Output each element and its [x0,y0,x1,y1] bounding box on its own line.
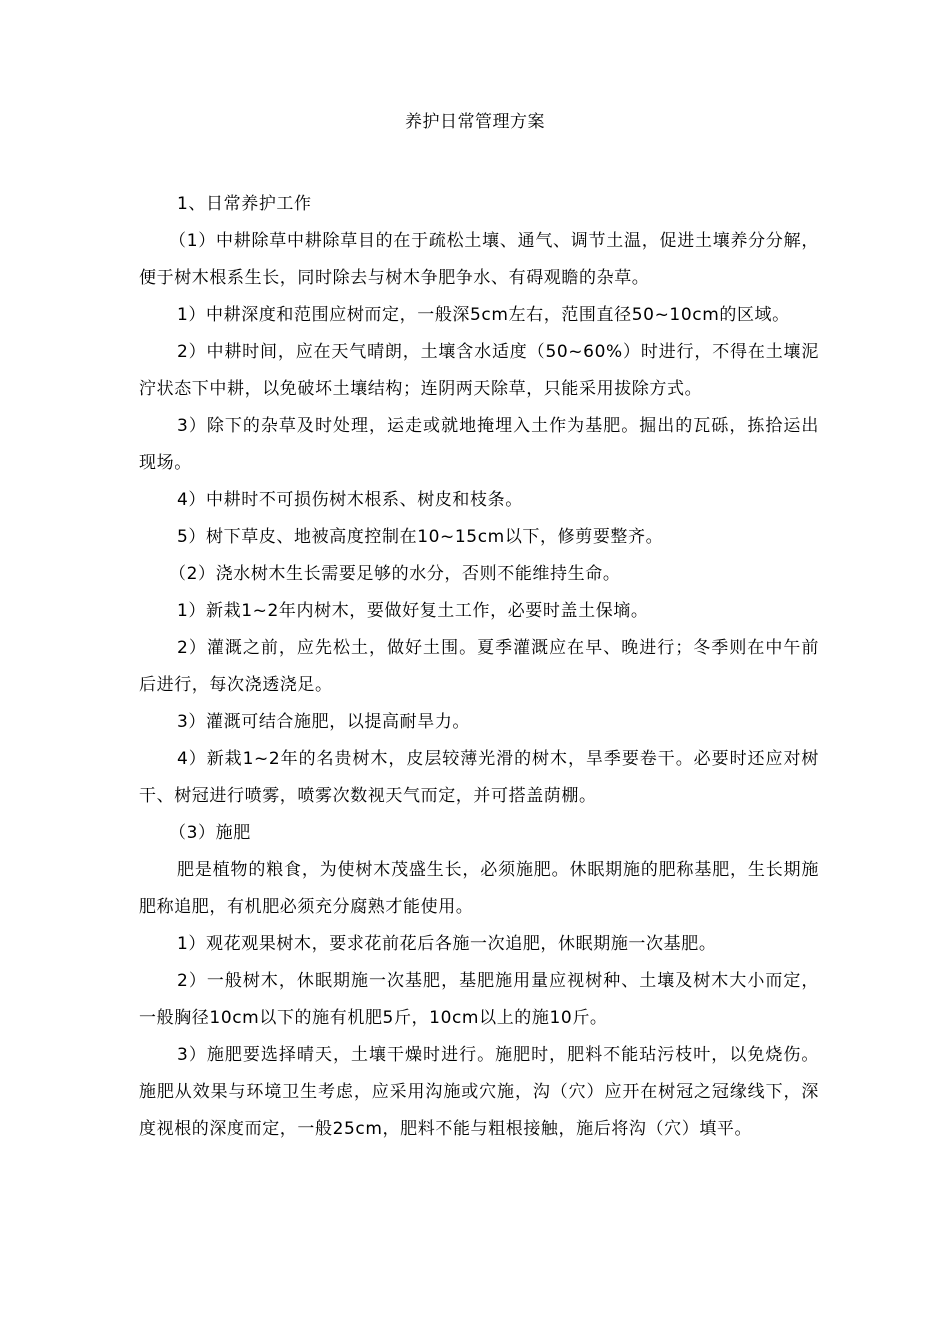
paragraph-item: 3）施肥要选择晴天，土壤干燥时进行。施肥时，肥料不能玷污枝叶，以免烧伤。施肥从效果与环境卫生考虑，应采用沟施或穴施，沟（穴）应开在树冠之冠缘线下，深度视根的深度而定，一般25cm，肥料不能与粗根接触，施后将沟（穴）填平。 [139,1045,819,1139]
document-body [139,186,819,1148]
paragraph-item: 3）灌溉可结合施肥，以提高耐旱力。 [177,712,471,732]
paragraph-item: 1）新栽1~2年内树木，要做好复土工作，必要时盖土保墒。 [177,601,649,621]
paragraph-item: 2）中耕时间，应在天气晴朗，土壤含水适度（50~60%）时进行，不得在土壤泥泞状态下中耕，以免破坏土壤结构；连阴两天除草，只能采用拔除方式。 [139,342,819,399]
paragraph-item: 1）观花观果树木，要求花前花后各施一次追肥，休眠期施一次基肥。 [177,934,717,954]
paragraph-item: 4）新栽1~2年的名贵树木，皮层较薄光滑的树木，旱季要卷干。必要时还应对树干、树冠进行喷雾，喷雾次数视天气而定，并可搭盖荫棚。 [139,749,819,806]
paragraph-item: 5）树下草皮、地被高度控制在10~15cm以下，修剪要整齐。 [177,527,664,547]
paragraph-item: 2）一般树木，休眠期施一次基肥，基肥施用量应视树种、土壤及树木大小而定，一般胸径10cm以下的施有机肥5斤，10cm以上的施10斤。 [139,971,819,1028]
paragraph-fertilizing-intro: 肥是植物的粮食，为使树木茂盛生长，必须施肥。休眠期施的肥称基肥，生长期施肥称追肥，有机肥必须充分腐熟才能使用。 [139,860,819,917]
paragraph-weeding: （1）中耕除草中耕除草目的在于疏松土壤、通气、调节土温，促进土壤养分分解，便于树木根系生长，同时除去与树木争肥争水、有碍观瞻的杂草。 [139,231,819,288]
paragraph-fertilizing-heading: （3）施肥 [169,823,251,843]
paragraph-watering: （2）浇水树木生长需要足够的水分，否则不能维持生命。 [169,564,621,584]
paragraph-item: 1）中耕深度和范围应树而定，一般深5cm左右，范围直径50~10cm的区域。 [177,305,790,325]
paragraph-item: 3）除下的杂草及时处理，运走或就地掩埋入土作为基肥。掘出的瓦砾，拣拾运出现场。 [139,416,819,473]
section-heading: 1、日常养护工作 [177,194,312,214]
document-title: 养护日常管理方案 [405,112,545,132]
paragraph-item: 4）中耕时不可损伤树木根系、树皮和枝条。 [177,490,523,510]
paragraph-item: 2）灌溉之前，应先松土，做好土围。夏季灌溉应在早、晚进行；冬季则在中午前后进行，每次浇透浇足。 [139,638,819,695]
